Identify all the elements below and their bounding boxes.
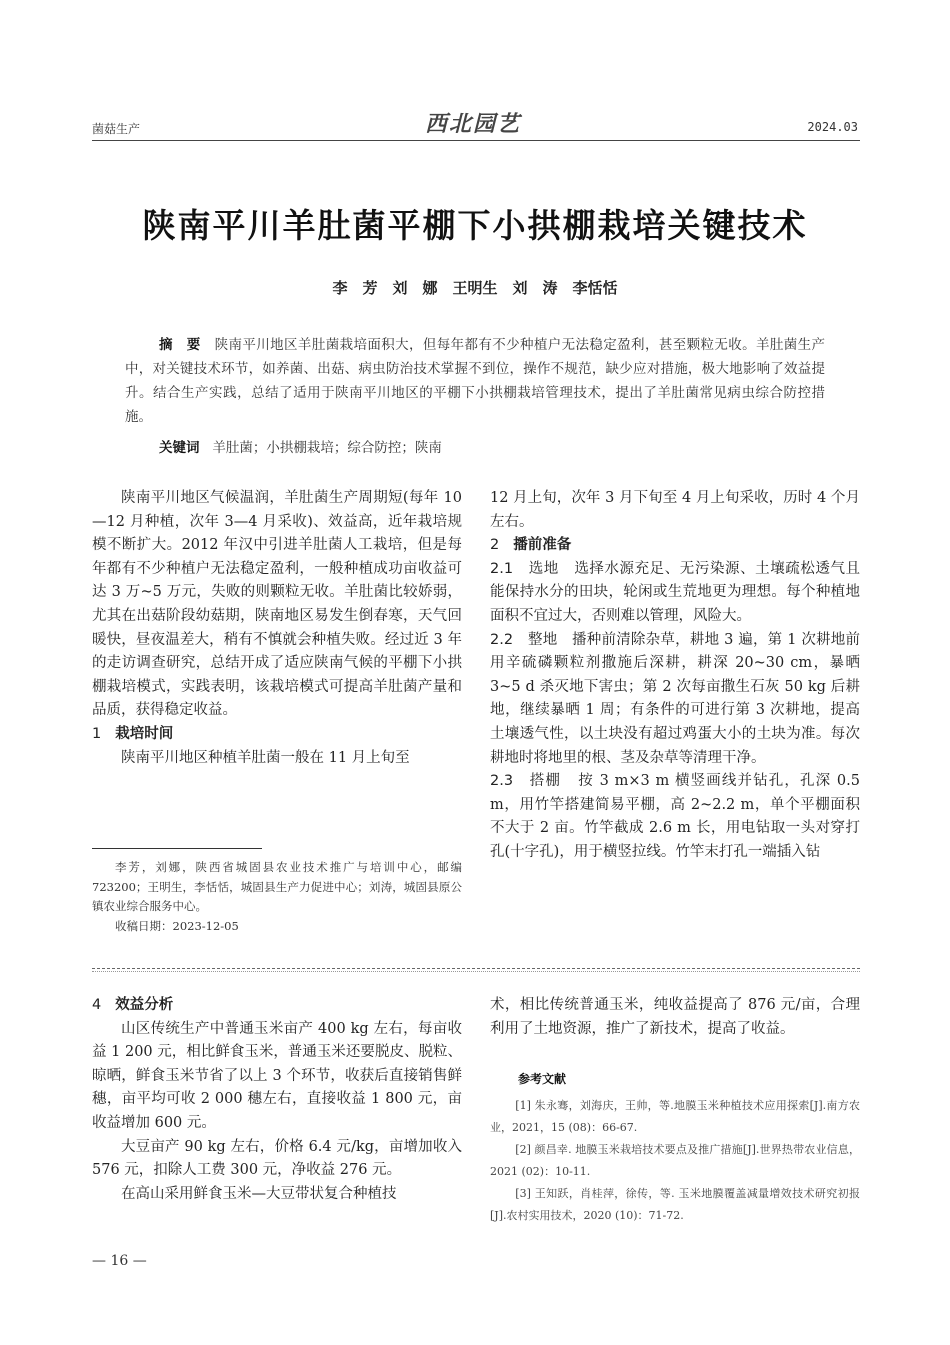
section-heading: 2 播前准备 (490, 537, 572, 554)
reference-item: [1] 朱永骞，刘海庆，王帅，等.地膜玉米种植技术应用探索[J].南方农业，2021，15 (08)：66-67. (490, 1099, 860, 1134)
body-paragraph: 陕南平川地区种植羊肚菌一般在 11 月上旬至 (121, 749, 410, 766)
author-affiliations: 李芳，刘娜，陕西省城固县农业技术推广与培训中心，邮编 723200；王明生，李恬恬，城固县生产力促进中心；刘涛，城固县原公镇农业综合服务中心。 (92, 860, 462, 913)
article-title: 陕南平川羊肚菌平棚下小拱棚栽培关键技术 (142, 206, 808, 245)
subsection-paragraph: 2.3 搭棚 按 3 m×3 m 横竖画线并钻孔，孔深 0.5 m，用竹竿搭建简易平棚，高 2~2.2 m，单个平棚面积不大于 2 亩。竹竿截成 2.6 m 长，用电钻取一头对穿打孔(十字孔)，用于横竖拉线。竹竿末打孔一端插入钻 (490, 773, 860, 860)
body-paragraph: 山区传统生产中普通玉米亩产 400 kg 左右，每亩收益 1 200 元，相比鲜食玉米，普通玉米还要脱皮、脱粒、晾晒，鲜食玉米节省了以上 3 个环节，收获后直接销售鲜穗，亩平均可收 2 000 穗左右，直接收益 1 800 元，亩收益增加 600 元。 (92, 1020, 462, 1131)
abstract-label: 摘 要 (159, 337, 201, 353)
subsection-paragraph: 2.2 整地 播种前清除杂草，耕地 3 遍，第 1 次耕地前用辛硫磷颗粒剂撒施后深耕，耕深 20~30 cm，暴晒 3~5 d 杀灭地下害虫；第 2 次每亩撒生石灰 50 kg 后耕地，继续暴晒 1 周；有条件的可进行第 3 次耕地，提高土壤透气性，以土块没有超过鸡蛋大小的土块为准。每次耕地时将地里的根、茎及杂草等清理干净。 (490, 631, 861, 766)
body-paragraph: 术，相比传统普通玉米，纯收益提高了 876 元/亩，合理利用了土地资源，推广了新技术，提高了收益。 (490, 997, 860, 1037)
page-section-separator (92, 968, 860, 969)
running-header-section: 菌菇生产 (92, 122, 141, 136)
body-paragraph: 12 月上旬，次年 3 月下旬至 4 月上旬采收，历时 4 个月左右。 (490, 490, 860, 530)
received-date: 收稿日期：2023-12-05 (115, 918, 239, 933)
header-rule (92, 140, 860, 141)
body-column-right-top (490, 487, 860, 865)
intro-paragraph: 陕南平川地区气候温润，羊肚菌生产周期短(每年 10—12 月种植，次年 3—4 月采收)、效益高，近年栽培规模不断扩大。2012 年汉中引进羊肚菌人工栽培，但是每年都有不少种植户无法稳定盈利，一般种植成功亩收益可达 3 万~5 万元，失败的则颗粒无收。羊肚菌比较娇弱，尤其在出菇阶段幼菇期，陕南地区易发生倒春寒，天气回暖快，昼夜温差大，稍有不慎就会种植失败。经过近 3 年的走访调查研究，总结开成了适应陕南气候的平棚下小拱棚栽培模式，实践表明，该栽培模式可提高羊肚菌产量和品质，获得稳定收益。 (92, 490, 462, 719)
author-footnote (92, 858, 462, 936)
body-column-left-top (92, 487, 462, 770)
page-number: — 16 — (92, 1253, 147, 1269)
reference-item: [3] 王知跃，肖桂萍，徐传，等. 玉米地膜覆盖减量增效技术研究初报[J].农村实用技术，2020 (10)：71-72. (490, 1187, 860, 1222)
body-paragraph: 在高山采用鲜食玉米—大豆带状复合种植技 (121, 1185, 397, 1202)
references-heading: 参考文献 (518, 1072, 567, 1086)
author-list: 李 芳 刘 娜 王明生 刘 涛 李恬恬 (332, 279, 618, 297)
subsection-paragraph: 2.1 选地 选择水源充足、无污染源、土壤疏松透气且能保持水分的田块，轮闲或生荒地更为理想。每个种植地面积不宜过大，否则难以管理，风险大。 (490, 560, 861, 624)
abstract-text: 陕南平川地区羊肚菌栽培面积大，但每年都有不少种植户无法稳定盈利，甚至颗粒无收。羊肚菌生产中，对关键技术环节，如养菌、出菇、病虫防治技术掌握不到位，操作不规范，缺少应对措施，极大地影响了效益提升。结合生产实践，总结了适用于陕南平川地区的平棚下小拱棚栽培管理技术，提出了羊肚菌常见病虫综合防控措施。 (125, 337, 825, 425)
body-column-right-bottom (490, 994, 860, 1041)
keywords-text: 羊肚菌；小拱棚栽培；综合防控；陕南 (212, 440, 442, 456)
footnote-rule (92, 848, 262, 849)
journal-logo: 西北园艺 (425, 111, 522, 137)
references (490, 1070, 860, 1227)
keywords-label: 关键词 (159, 440, 200, 456)
body-column-left-bottom (92, 994, 462, 1206)
body-paragraph: 大豆亩产 90 kg 左右，价格 6.4 元/kg，亩增加收入 576 元，扣除人工费 300 元，净收益 276 元。 (92, 1138, 462, 1179)
section-heading: 1 栽培时间 (92, 725, 174, 742)
reference-item: [2] 颜昌幸. 地膜玉米栽培技术要点及推广措施[J].世界热带农业信息，2021 (02)：10-11. (490, 1143, 860, 1178)
section-heading: 4 效益分析 (92, 997, 174, 1013)
issue-date: 2024.03 (807, 120, 858, 134)
keywords (159, 436, 819, 460)
page-section-separator-dots (92, 971, 860, 972)
abstract (125, 333, 825, 429)
